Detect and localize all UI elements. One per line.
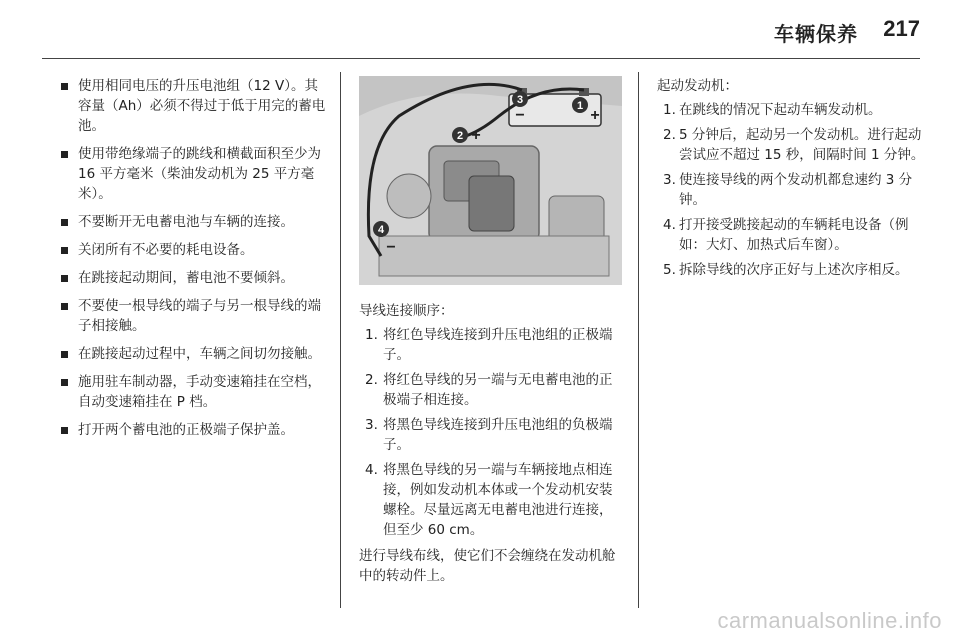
list-item	[60, 76, 330, 136]
list-item-text: 在跳接起动期间，蓄电池不要倾斜。	[78, 270, 294, 286]
step-number: 1.	[365, 327, 378, 343]
list-item	[60, 344, 330, 364]
list-item	[359, 415, 624, 455]
square-bullet-icon	[61, 427, 68, 434]
list-item-text: 使用带绝缘端子的跳线和横截面积至少为 16 平方毫米（柴油发动机为 25 平方毫米）。	[78, 146, 321, 202]
list-item	[359, 370, 624, 410]
start-steps	[657, 100, 927, 280]
connection-steps	[359, 325, 624, 540]
watermark-text: carmanualsonline.info	[717, 608, 942, 633]
list-item-text: 使用相同电压的升压电池组（12 V）。其容量（Ah）必须不得过于低于用完的蓄电池。	[78, 78, 326, 134]
step-text: 拆除导线的次序正好与上述次序相反。	[679, 262, 909, 278]
svg-text:−: −	[515, 107, 525, 124]
step-text: 5 分钟后，起动另一个发动机。进行起动尝试应不超过 15 秒，间隔时间 1 分钟。	[679, 127, 925, 163]
svg-text:+: +	[471, 127, 481, 144]
column-divider-2	[638, 72, 639, 608]
square-bullet-icon	[61, 83, 68, 90]
step-number: 3.	[663, 172, 676, 188]
step-text: 将红色导线的另一端与无电蓄电池的正极端子相连接。	[383, 372, 613, 408]
list-item	[60, 212, 330, 232]
list-item	[657, 215, 927, 255]
list-item	[60, 144, 330, 204]
step-number: 2.	[365, 372, 378, 388]
list-item	[60, 420, 330, 440]
column-divider-1	[340, 72, 341, 608]
square-bullet-icon	[61, 151, 68, 158]
list-item-text: 不要使一根导线的端子与另一根导线的端子相接触。	[78, 298, 321, 334]
column-3	[657, 76, 927, 286]
list-item	[359, 325, 624, 365]
step-text: 将黑色导线连接到升压电池组的负极端子。	[383, 417, 613, 453]
list-item	[657, 100, 927, 120]
list-item	[60, 240, 330, 260]
step-text: 在跳线的情况下起动车辆发动机。	[679, 102, 882, 118]
svg-text:+: +	[590, 107, 600, 124]
list-item-text: 关闭所有不必要的耗电设备。	[78, 242, 254, 258]
air-filter	[469, 176, 514, 231]
step-number: 4.	[663, 217, 676, 233]
square-bullet-icon	[61, 275, 68, 282]
column-1	[60, 76, 330, 448]
square-bullet-icon	[61, 219, 68, 226]
step-text: 将红色导线连接到升压电池组的正极端子。	[383, 327, 613, 363]
svg-text:4: 4	[377, 224, 385, 236]
start-engine-heading: 起动发动机：	[657, 78, 738, 94]
header-divider	[42, 58, 920, 59]
step-number: 2.	[663, 127, 676, 143]
list-item-text: 在跳接起动过程中，车辆之间切勿接触。	[78, 346, 321, 362]
page-title: 车辆保养	[774, 22, 858, 46]
step-text: 打开接受跳接起动的车辆耗电设备（例如：大灯、加热式后车窗）。	[679, 217, 909, 253]
step-text: 将黑色导线的另一端与车辆接地点相连接，例如发动机本体或一个发动机安装螺栓。尽量远离无电蓄电池进行连接，但至少 60 cm。	[383, 462, 613, 538]
list-item	[359, 460, 624, 540]
list-item	[657, 125, 927, 165]
reservoir	[387, 174, 431, 218]
jump-start-diagram	[359, 76, 622, 285]
svg-text:−: −	[386, 239, 396, 256]
list-item	[657, 260, 927, 280]
step-number: 1.	[663, 102, 676, 118]
step-number: 3.	[365, 417, 378, 433]
list-item	[60, 296, 330, 336]
routing-note: 进行导线布线，使它们不会缠绕在发动机舱中的转动件上。	[359, 548, 616, 584]
list-item-text: 施用驻车制动器，手动变速箱挂在空档，自动变速箱挂在 P 档。	[78, 374, 321, 410]
connection-order-heading: 导线连接顺序：	[359, 303, 454, 319]
list-item	[60, 372, 330, 412]
list-item-text: 不要断开无电蓄电池与车辆的连接。	[78, 214, 294, 230]
step-number: 5.	[663, 262, 676, 278]
square-bullet-icon	[61, 351, 68, 358]
radiator	[379, 236, 609, 276]
list-item	[60, 268, 330, 288]
list-item	[657, 170, 927, 210]
step-text: 使连接导线的两个发动机都怠速约 3 分钟。	[679, 172, 913, 208]
page-header	[0, 0, 960, 58]
svg-text:1: 1	[576, 100, 584, 112]
square-bullet-icon	[61, 379, 68, 386]
step-number: 4.	[365, 462, 378, 478]
svg-text:3: 3	[516, 94, 524, 106]
engine-bay-illustration	[359, 76, 622, 285]
square-bullet-icon	[61, 247, 68, 254]
square-bullet-icon	[61, 303, 68, 310]
column-2	[359, 76, 624, 590]
precaution-list	[60, 76, 330, 440]
page-number: 217	[883, 16, 920, 41]
list-item-text: 打开两个蓄电池的正极端子保护盖。	[78, 422, 294, 438]
svg-text:2: 2	[456, 130, 464, 142]
